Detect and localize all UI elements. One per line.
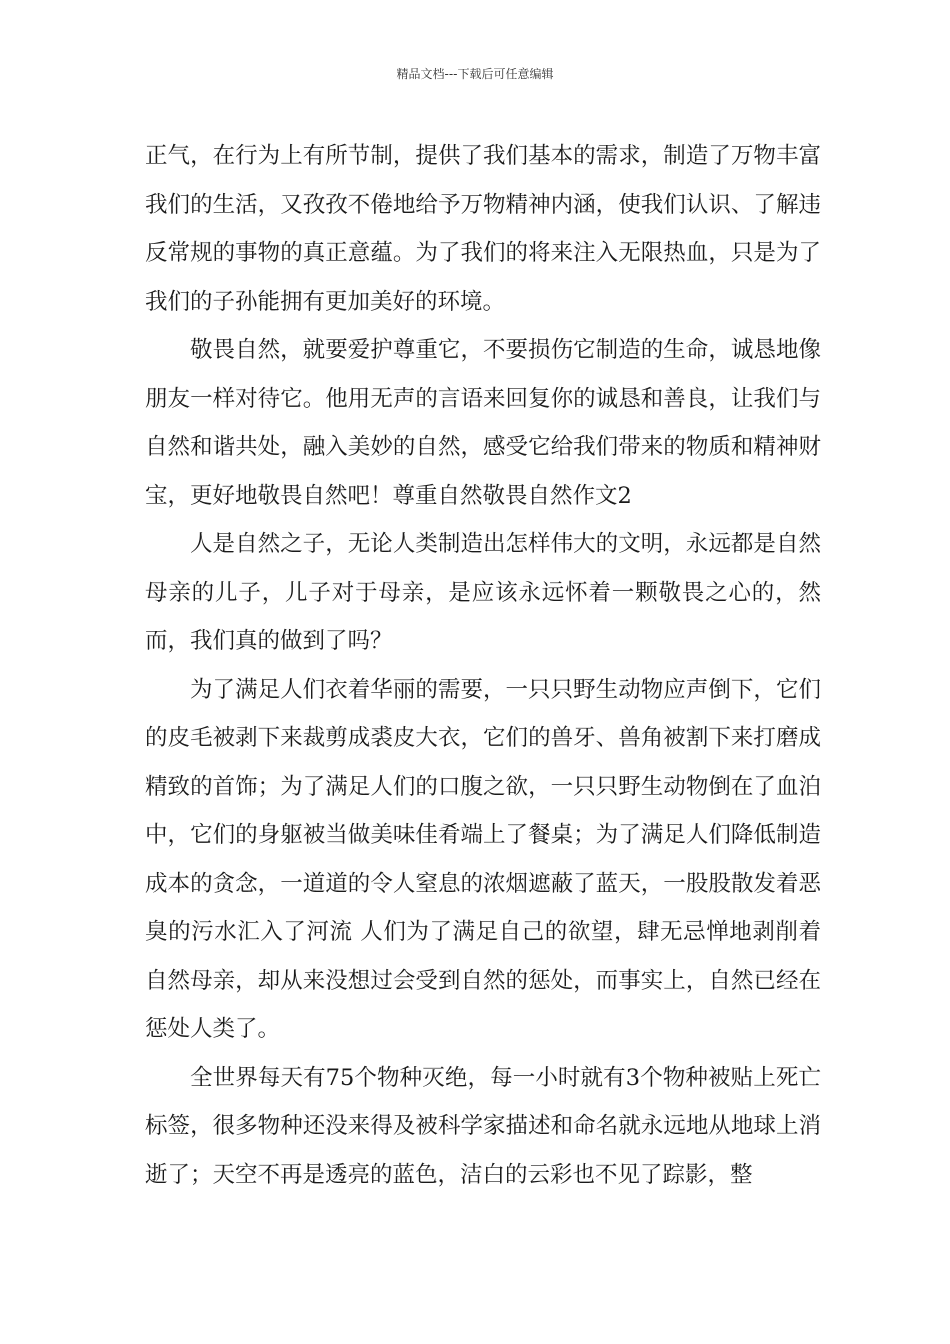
paragraph-3: 人是自然之子，无论人类制造出怎样伟大的文明，永远都是自然母亲的儿子，儿子对于母亲，是应该永远怀着一颗敬畏之心的，然而，我们真的做到了吗？ xyxy=(145,531,821,654)
document-body xyxy=(145,132,821,1199)
paragraph-4: 为了满足人们衣着华丽的需要，一只只野生动物应声倒下，它们的皮毛被剥下来裁剪成裘皮大衣，它们的兽牙、兽角被割下来打磨成精致的首饰；为了满足人们的口腹之欲，一只只野生动物倒在了血泊中，它们的身躯被当做美味佳肴端上了餐桌；为了满足人们降低制造成本的贪念，一道道的令人窒息的浓烟遮蔽了蓝天，一股股散发着恶臭的污水汇入了河流 人们为了满足自己的欲望，肆无忌惮地剥削着自然母亲，却从来没想过会受到自然的惩处，而事实上，自然已经在惩处人类了。 xyxy=(145,676,821,1042)
paragraph-1: 正气，在行为上有所节制，提供了我们基本的需求，制造了万物丰富我们的生活，又孜孜不倦地给予万物精神内涵，使我们认识、了解违反常规的事物的真正意蕴。为了我们的将来注入无限热血，只是为了我们的子孙能拥有更加美好的环境。 xyxy=(145,143,821,315)
paragraph-5: 全世界每天有75个物种灭绝，每一小时就有3个物种被贴上死亡标签，很多物种还没来得及被科学家描述和命名就永远地从地球上消逝了；天空不再是透亮的蓝色，洁白的云彩也不见了踪影，整 xyxy=(145,1064,821,1188)
paragraph-2: 敬畏自然，就要爱护尊重它，不要损伤它制造的生命，诚恳地像朋友一样对待它。他用无声的言语来回复你的诚恳和善良，让我们与自然和谐共处，融入美妙的自然，感受它给我们带来的物质和精神财宝，更好地敬畏自然吧！尊重自然敬畏自然作文2 xyxy=(145,337,821,509)
page-header: 精品文档---下载后可任意编辑 xyxy=(396,67,554,81)
